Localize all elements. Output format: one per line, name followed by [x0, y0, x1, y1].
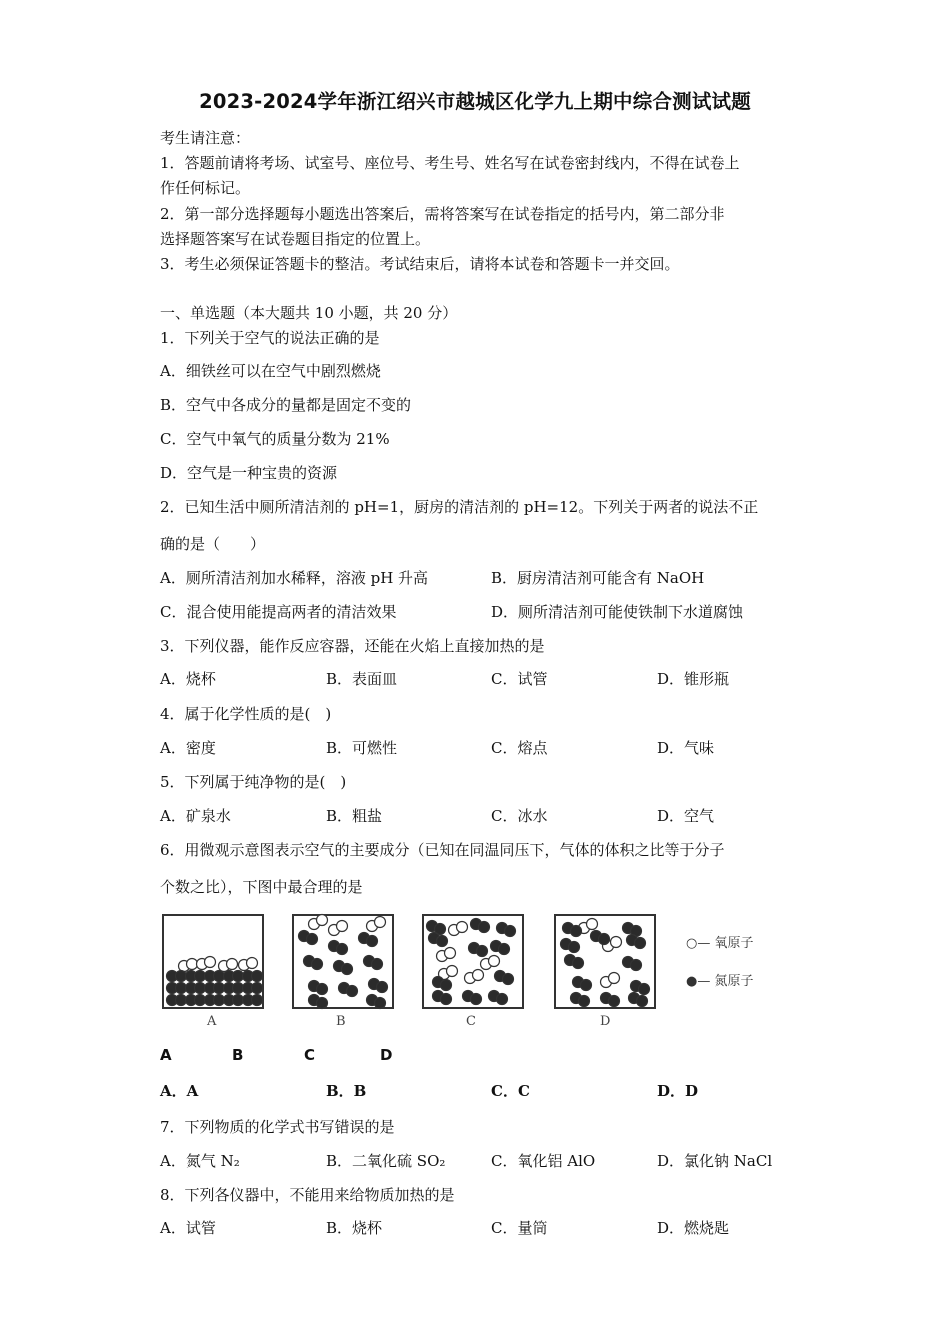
figure-row-label: B: [232, 1046, 244, 1064]
nitrogen-molecule: [441, 994, 452, 1005]
nitrogen-molecule: [471, 994, 482, 1005]
nitrogen-molecule: [579, 996, 590, 1007]
nitrogen-molecule: [499, 944, 510, 955]
nitrogen-molecule: [573, 958, 584, 969]
nitrogen-molecule: [214, 995, 225, 1006]
option[interactable]: C．量筒: [491, 1219, 548, 1237]
option[interactable]: A．厕所清洁剂加水稀释，溶液 pH 升高: [160, 569, 429, 587]
nitrogen-molecule: [637, 996, 648, 1007]
oxygen-molecule: [609, 973, 620, 984]
nitrogen-molecule: [176, 971, 187, 982]
option[interactable]: D．锥形瓶: [657, 670, 730, 688]
page-title: 2023-2024学年浙江绍兴市越城区化学九上期中综合测试试题: [199, 90, 751, 113]
option[interactable]: A．矿泉水: [160, 807, 231, 825]
option[interactable]: B．粗盐: [326, 807, 383, 825]
nitrogen-molecule: [214, 983, 225, 994]
question-stem: 个数之比），下图中最合理的是: [160, 878, 363, 896]
option[interactable]: A．试管: [160, 1219, 216, 1237]
option[interactable]: B．可燃性: [326, 739, 398, 757]
option[interactable]: B．烧杯: [326, 1219, 383, 1237]
nitrogen-molecule: [571, 926, 582, 937]
question-stem: 1．下列关于空气的说法正确的是: [160, 329, 380, 347]
oxygen-molecule: [375, 917, 386, 928]
nitrogen-molecule: [233, 971, 244, 982]
option[interactable]: D．气味: [657, 739, 715, 757]
option[interactable]: B．二氧化硫 SO₂: [326, 1152, 446, 1170]
nitrogen-molecule: [176, 983, 187, 994]
nitrogen-molecule: [307, 934, 318, 945]
nitrogen-molecule: [317, 998, 328, 1009]
figure-row-label: A: [160, 1046, 172, 1064]
nitrogen-molecule: [581, 980, 592, 991]
legend-oxygen: ○— 氧原子: [686, 936, 754, 951]
option[interactable]: A．氮气 N₂: [160, 1152, 240, 1170]
option[interactable]: C．冰水: [491, 807, 548, 825]
option[interactable]: D．空气是一种宝贵的资源: [160, 464, 338, 482]
oxygen-molecule: [447, 966, 458, 977]
option[interactable]: C．氧化铝 AlO: [491, 1152, 596, 1170]
box-label: B: [336, 1014, 346, 1029]
nitrogen-molecule: [375, 998, 386, 1009]
notice-line: 1．答题前请将考场、试室号、座位号、考生号、姓名写在试卷密封线内，不得在试卷上: [160, 154, 740, 172]
oxygen-molecule: [247, 958, 258, 969]
nitrogen-molecule: [505, 926, 516, 937]
nitrogen-molecule: [214, 971, 225, 982]
nitrogen-molecule: [441, 980, 452, 991]
notice-line: 3．考生必须保证答题卡的整洁。考试结束后，请将本试卷和答题卡一并交回。: [160, 255, 680, 273]
nitrogen-molecule: [497, 994, 508, 1005]
nitrogen-molecule: [569, 942, 580, 953]
question-stem: 确的是（ ）: [160, 535, 266, 553]
oxygen-molecule: [337, 921, 348, 932]
question-stem: 8．下列各仪器中，不能用来给物质加热的是: [160, 1186, 455, 1204]
box-label: C: [466, 1014, 476, 1029]
nitrogen-molecule: [252, 983, 263, 994]
nitrogen-molecule: [609, 996, 620, 1007]
nitrogen-molecule: [367, 936, 378, 947]
box-label: D: [600, 1014, 611, 1029]
option[interactable]: C．试管: [491, 670, 548, 688]
option[interactable]: D．厕所清洁剂可能使铁制下水道腐蚀: [491, 603, 744, 621]
nitrogen-molecule: [477, 946, 488, 957]
nitrogen-molecule: [479, 922, 490, 933]
nitrogen-molecule: [195, 971, 206, 982]
option[interactable]: A．细铁丝可以在空气中剧烈燃烧: [160, 362, 381, 380]
option[interactable]: C．空气中氧气的质量分数为 21%: [160, 430, 390, 448]
figure-row-label: D: [380, 1046, 393, 1064]
nitrogen-molecule: [639, 984, 650, 995]
oxygen-molecule: [611, 937, 622, 948]
nitrogen-molecule: [233, 983, 244, 994]
option[interactable]: A．烧杯: [160, 670, 216, 688]
oxygen-molecule: [317, 915, 328, 926]
nitrogen-molecule: [599, 934, 610, 945]
nitrogen-molecule: [312, 959, 323, 970]
nitrogen-molecule: [337, 944, 348, 955]
nitrogen-molecule: [176, 995, 187, 1006]
option[interactable]: D．燃烧匙: [657, 1219, 730, 1237]
nitrogen-molecule: [342, 964, 353, 975]
option[interactable]: D．氯化钠 NaCl: [657, 1152, 773, 1170]
nitrogen-molecule: [631, 960, 642, 971]
question-stem: 6．用微观示意图表示空气的主要成分（已知在同温同压下，气体的体积之比等于分子: [160, 841, 725, 859]
nitrogen-molecule: [635, 938, 646, 949]
nitrogen-molecule: [347, 986, 358, 997]
question-stem: 7．下列物质的化学式书写错误的是: [160, 1118, 395, 1136]
oxygen-molecule: [187, 959, 198, 970]
option[interactable]: C．混合使用能提高两者的清洁效果: [160, 603, 397, 621]
option[interactable]: A．密度: [160, 739, 216, 757]
notice-line: 作任何标记。: [160, 179, 251, 197]
nitrogen-molecule: [503, 974, 514, 985]
nitrogen-molecule: [372, 959, 383, 970]
figure-row-label: C: [304, 1046, 316, 1064]
option[interactable]: A．A: [160, 1082, 199, 1100]
section-heading: 一、单选题（本大题共 10 小题，共 20 分）: [160, 304, 458, 322]
nitrogen-molecule: [377, 982, 388, 993]
nitrogen-molecule: [317, 984, 328, 995]
nitrogen-molecule: [437, 936, 448, 947]
option[interactable]: B．表面皿: [326, 670, 398, 688]
legend-nitrogen: ●— 氮原子: [686, 974, 754, 989]
option[interactable]: B．空气中各成分的量都是固定不变的: [160, 396, 412, 414]
question-stem: 5．下列属于纯净物的是( ): [160, 773, 347, 791]
nitrogen-molecule: [195, 995, 206, 1006]
oxygen-molecule: [205, 957, 216, 968]
option[interactable]: C．C: [491, 1082, 530, 1100]
option[interactable]: C．熔点: [491, 739, 548, 757]
nitrogen-molecule: [252, 971, 263, 982]
notice-heading: 考生请注意：: [160, 129, 251, 147]
oxygen-molecule: [457, 922, 468, 933]
option[interactable]: B．B: [326, 1082, 367, 1100]
oxygen-molecule: [473, 970, 484, 981]
notice-line: 选择题答案写在试卷题目指定的位置上。: [160, 230, 431, 248]
oxygen-molecule: [587, 919, 598, 930]
option[interactable]: B．厨房清洁剂可能含有 NaOH: [491, 569, 705, 587]
option[interactable]: D．D: [657, 1082, 699, 1100]
oxygen-molecule: [227, 959, 238, 970]
nitrogen-molecule: [195, 983, 206, 994]
question-stem: 4．属于化学性质的是( ): [160, 705, 332, 723]
notice-line: 2．第一部分选择题每小题选出答案后，需将答案写在试卷指定的括号内，第二部分非: [160, 205, 725, 223]
question-stem: 3．下列仪器，能作反应容器，还能在火焰上直接加热的是: [160, 637, 545, 655]
oxygen-molecule: [489, 956, 500, 967]
oxygen-molecule: [445, 948, 456, 959]
nitrogen-molecule: [233, 995, 244, 1006]
question-stem: 2．已知生活中厕所清洁剂的 pH=1，厨房的清洁剂的 pH=12。下列关于两者的说法不正: [160, 498, 759, 516]
nitrogen-molecule: [252, 995, 263, 1006]
option[interactable]: D．空气: [657, 807, 715, 825]
box-label: A: [207, 1014, 217, 1029]
